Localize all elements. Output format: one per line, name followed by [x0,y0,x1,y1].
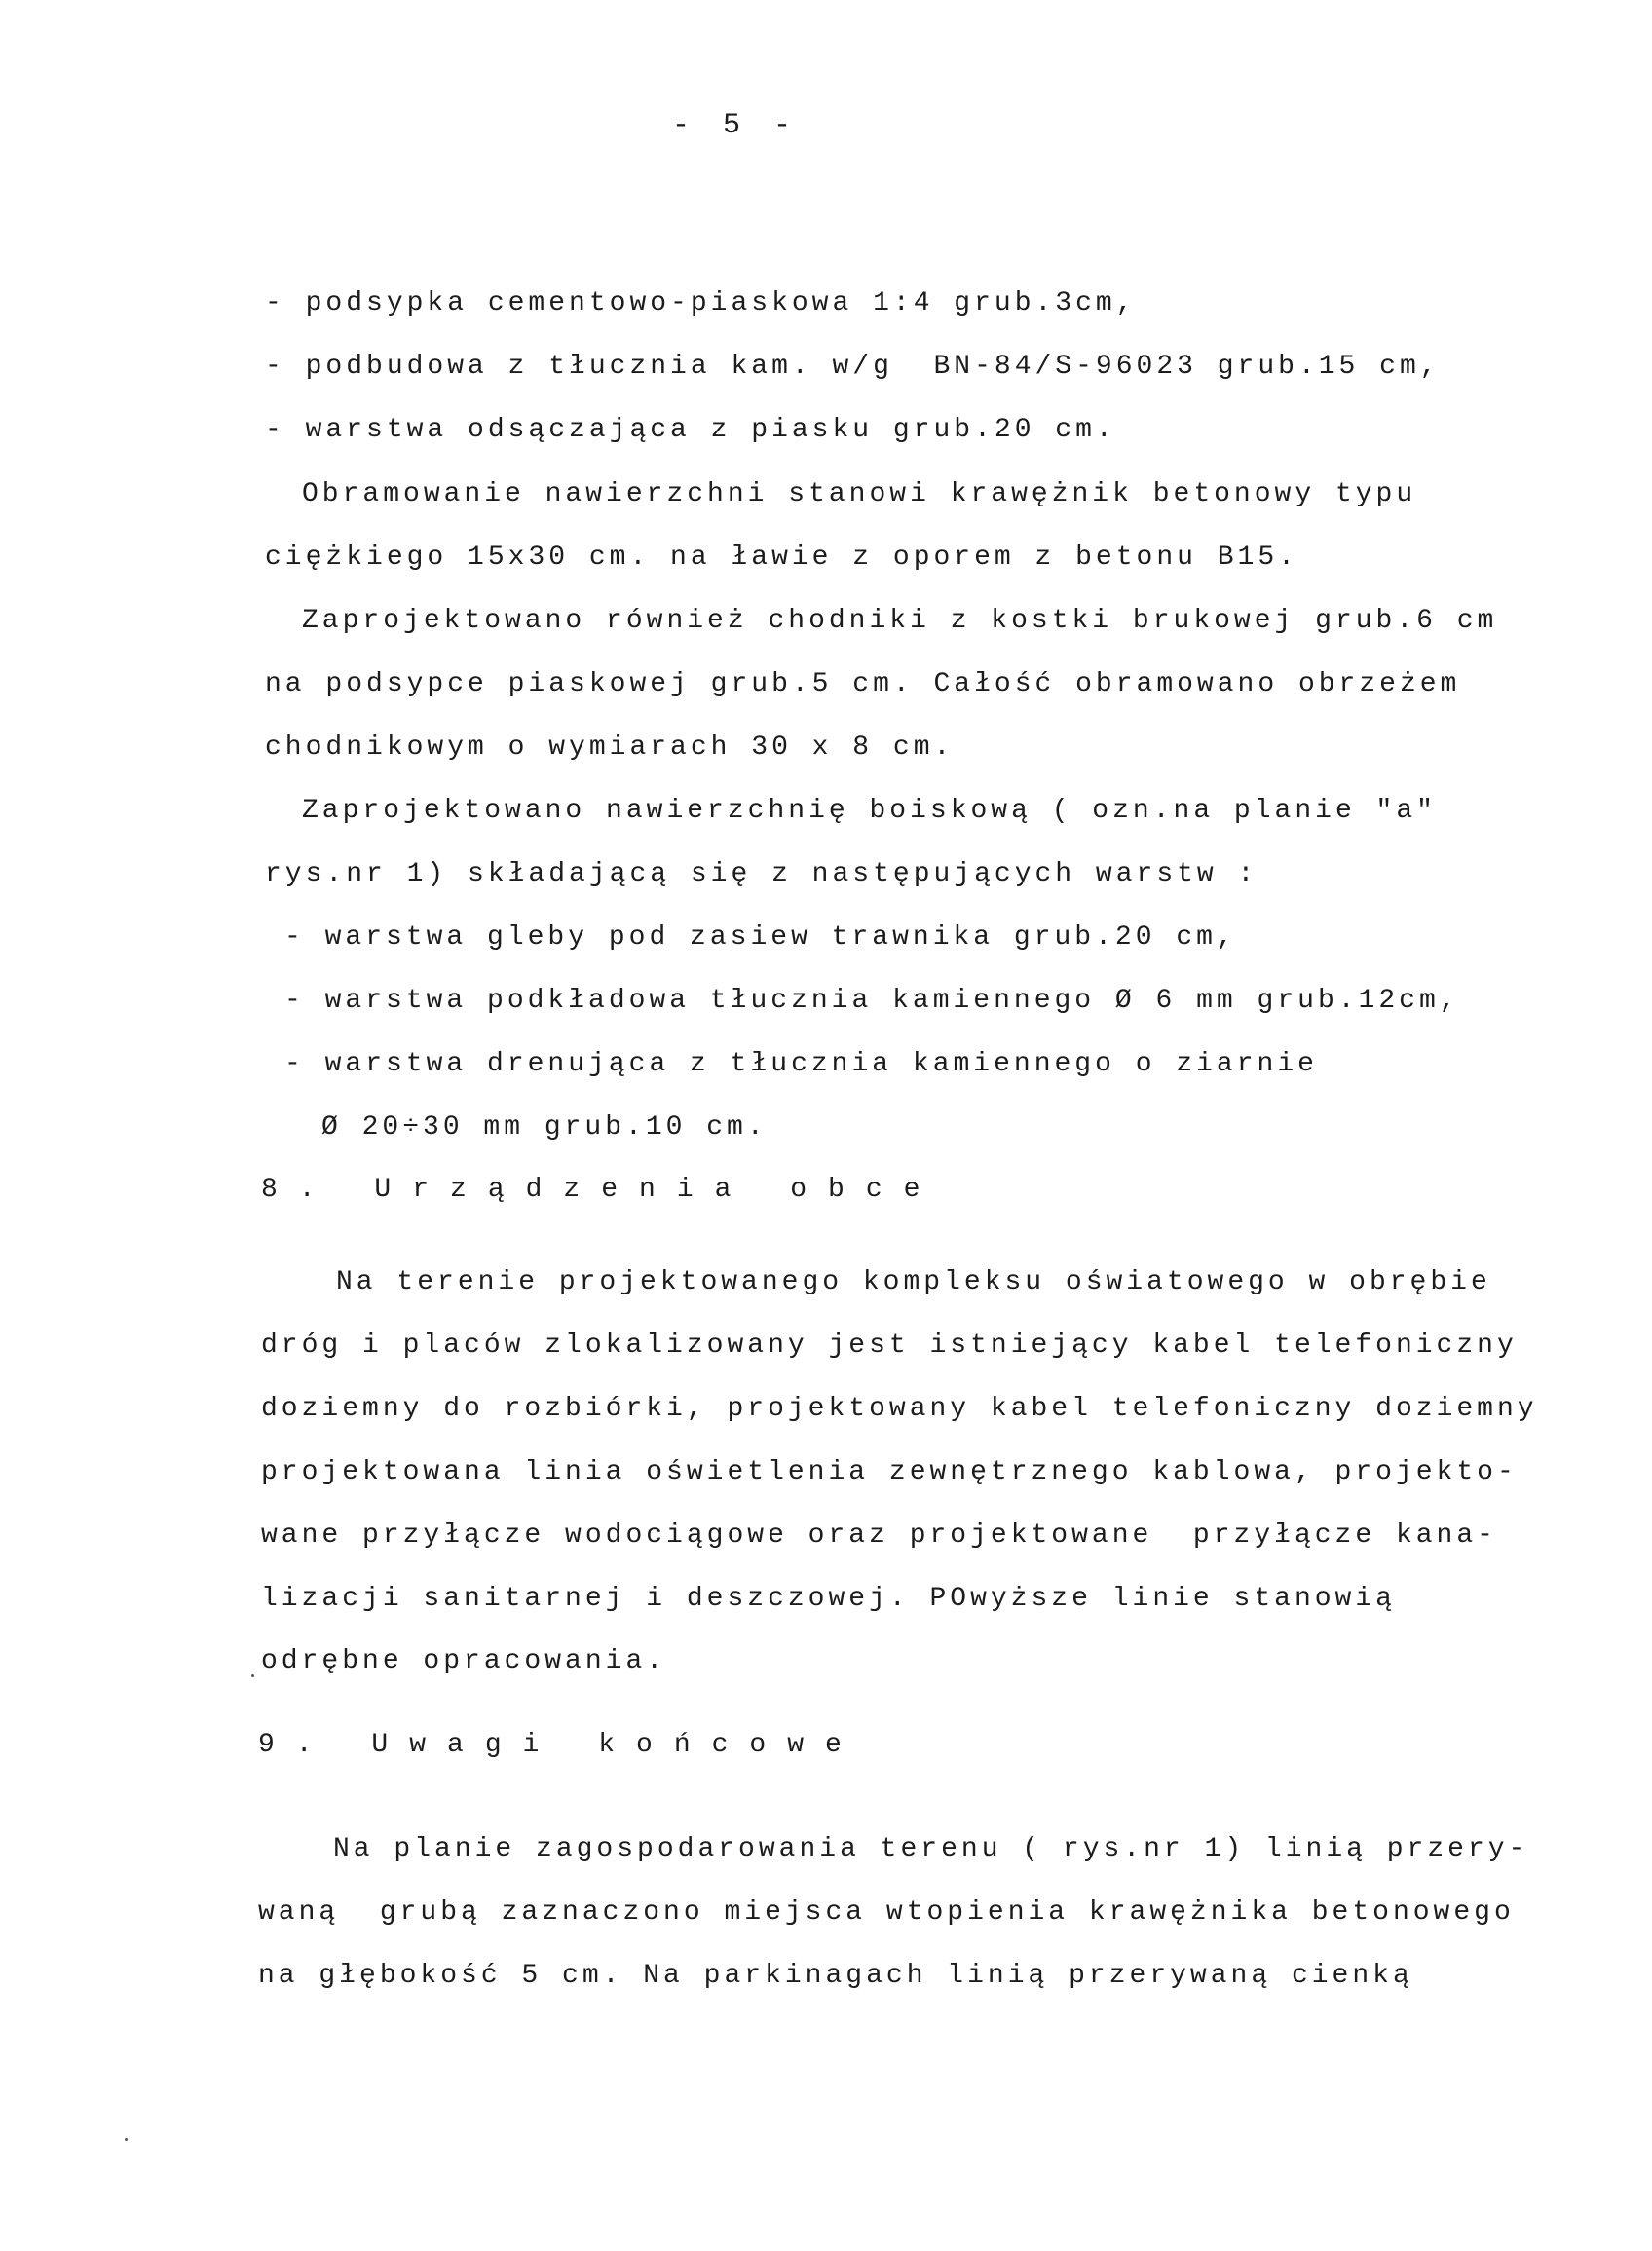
text-line: wane przyłącze wodociągowe oraz projektowane przyłącze kana- [261,1520,1497,1551]
text-line: - warstwa odsączająca z piasku grub.20 cm. [265,415,1116,445]
text-line: - warstwa gleby pod zasiew trawnika grub.20 cm, [284,922,1237,953]
text-line: Na planie zagospodarowania terenu ( rys.nr 1) linią przery- [333,1834,1529,1864]
text-line: lizacji sanitarnej i deszczowej. POwyższe linie stanowią [261,1584,1396,1614]
text-line: na podsypce piaskowej grub.5 cm. Całość obramowano obrzeżem [265,669,1461,699]
text-line: - podbudowa z tłucznia kam. w/g BN-84/S-96023 grub.15 cm, [265,352,1441,382]
text-line: Zaprojektowano nawierzchnię boiskową ( ozn.na planie "a" [302,796,1437,826]
page-number: - 5 - [671,109,799,142]
text-line: na głębokość 5 cm. Na parkinagach linią przerywaną cienką [258,1961,1413,1991]
scan-speck [125,2138,128,2141]
section-9-heading: 9. Uwagi końcowe [258,1730,863,1760]
text-line: waną grubą zaznaczono miejsca wtopienia krawężnika betonowego [258,1897,1515,1928]
text-line: Na terenie projektowanego kompleksu oświatowego w obrębie [336,1267,1491,1297]
text-line: - warstwa podkładowa tłucznia kamiennego Ø 6 mm grub.12cm, [284,986,1460,1016]
text-line: Ø 20÷30 mm grub.10 cm. [321,1112,768,1143]
text-line: doziemny do rozbiórki, projektowany kabel telefoniczny doziemny [261,1394,1538,1424]
text-line: ciężkiego 15x30 cm. na ławie z oporem z betonu B15. [265,543,1298,573]
scan-speck [251,1674,254,1677]
text-line: - podsypka cementowo-piaskowa 1:4 grub.3cm, [265,288,1137,319]
text-line: Obramowanie nawierzchni stanowi krawężnik betonowy typu [302,479,1417,509]
text-line: chodnikowym o wymiarach 30 x 8 cm. [265,732,955,763]
text-line: odrębne opracowania. [261,1646,667,1676]
text-line: rys.nr 1) składającą się z następujących warstw : [265,859,1258,889]
text-line: dróg i placów zlokalizowany jest istniejący kabel telefoniczny [261,1331,1518,1361]
text-line: projektowana linia oświetlenia zewnętrznego kablowa, projekto- [261,1457,1518,1487]
text-line: - warstwa drenująca z tłucznia kamiennego o ziarnie [284,1049,1318,1079]
text-line: Zaprojektowano również chodniki z kostki brukowej grub.6 cm [302,606,1498,636]
section-8-heading: 8. Urządzenia obce [261,1175,942,1205]
